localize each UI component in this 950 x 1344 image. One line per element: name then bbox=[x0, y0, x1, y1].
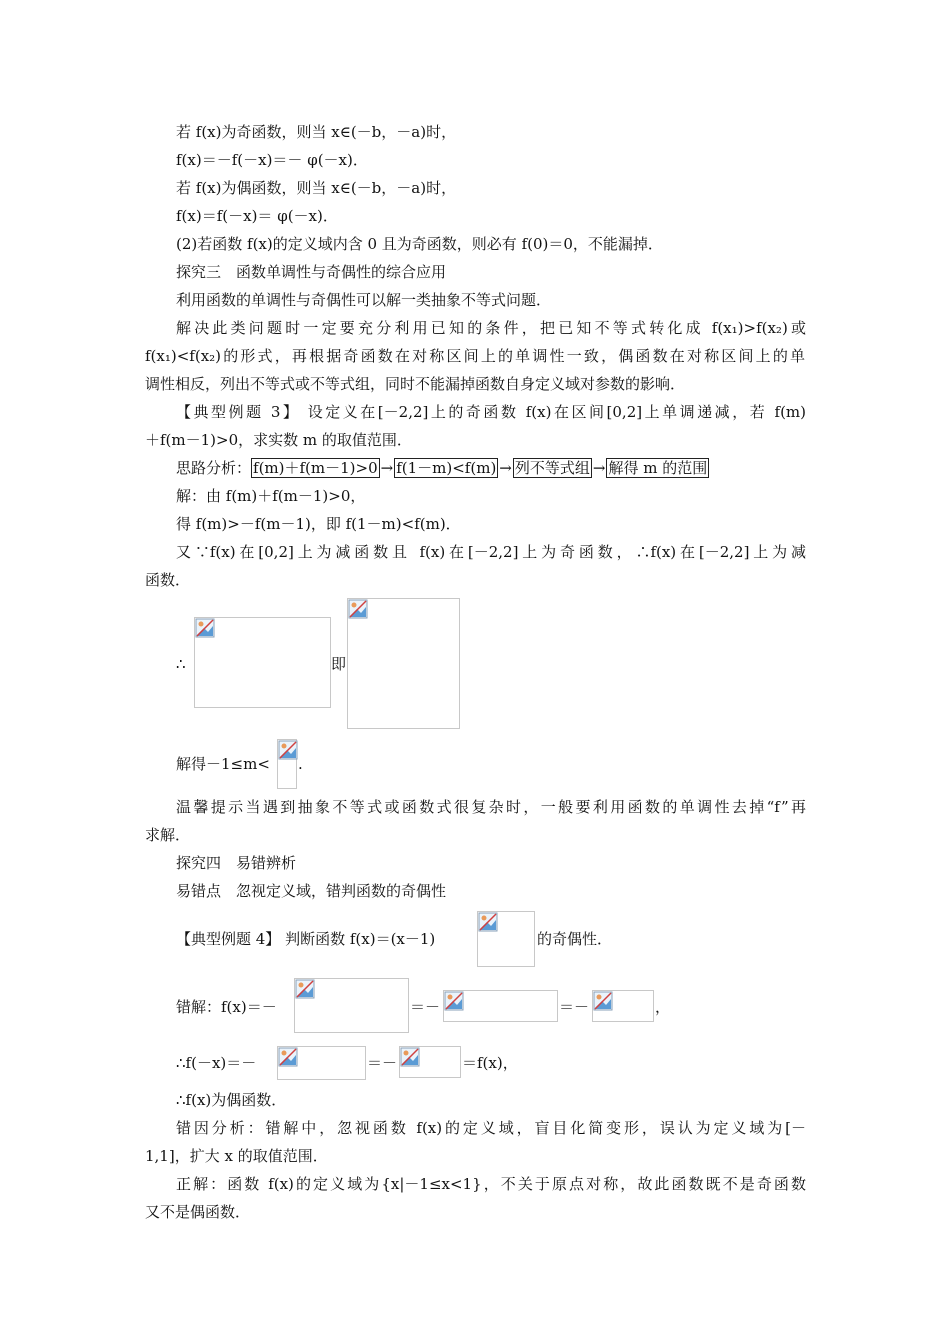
text-line: f(x)＝f(－x)＝ φ(－x)． bbox=[176, 207, 338, 225]
arrow-icon: → bbox=[380, 459, 394, 477]
example-4-suffix: 的奇偶性． bbox=[537, 930, 613, 948]
equals-text: ＝f(x)， bbox=[462, 1054, 518, 1072]
broken-image-icon bbox=[478, 912, 498, 932]
section-heading: 探究三 函数单调性与奇偶性的综合应用 bbox=[176, 263, 447, 281]
text-line: f(x₁)<f(x₂)的形式，再根据奇函数在对称区间上的单调性一致，偶函数在对称区间上的单 bbox=[145, 347, 805, 365]
flow-step-3: 列不等式组 bbox=[514, 459, 590, 477]
sqrt-expression-image bbox=[477, 911, 535, 967]
analysis-flow bbox=[176, 458, 709, 478]
expression-image bbox=[592, 990, 654, 1022]
text-line: 又∵f(x)在[0,2]上为减函数且 f(x)在[－2,2]上为奇函数，∴f(x)在[－2,2]上为减 bbox=[176, 543, 807, 561]
fraction-image bbox=[277, 739, 297, 789]
flow-step-2: f(1－m)<f(m) bbox=[396, 459, 497, 477]
example-3-line: 【典型例题 3】 设定义在[－2,2]上的奇函数 f(x)在区间[0,2]上单调递减，若 f(m) bbox=[176, 403, 806, 421]
broken-image-icon bbox=[348, 599, 368, 619]
inequality-system-image bbox=[194, 617, 331, 708]
arrow-icon: → bbox=[499, 459, 512, 477]
text-line: 易错点 忽视定义域，错判函数的奇偶性 bbox=[176, 882, 447, 900]
wrong-solution-text: 错解：f(x)＝－ bbox=[176, 998, 277, 1016]
broken-image-icon bbox=[278, 1047, 298, 1067]
tip-line: 温馨提示当遇到抽象不等式或函数式很复杂时，一般要利用函数的单调性去掉“f”再 bbox=[176, 798, 806, 816]
solve-result-text: 解得－1≤m< bbox=[176, 755, 270, 773]
text-line: ∴f(x)为偶函数． bbox=[176, 1091, 287, 1109]
text-line: 利用函数的单调性与奇偶性可以解一类抽象不等式问题． bbox=[176, 291, 552, 309]
example-3-line: ＋f(m－1)>0，求实数 m 的取值范围． bbox=[145, 431, 412, 449]
flow-step-1: f(m)＋f(m－1)>0 bbox=[253, 459, 378, 477]
broken-image-icon bbox=[593, 991, 613, 1011]
error-analysis-line: 1,1]，扩大 x 的取值范围． bbox=[145, 1147, 328, 1165]
text-line: 若 f(x)为偶函数，则当 x∈(－b，－a)时， bbox=[176, 179, 457, 197]
inequality-system-image bbox=[347, 598, 460, 729]
expression-image bbox=[443, 990, 558, 1022]
text-line: 解决此类问题时一定要充分利用已知的条件，把已知不等式转化成 f(x₁)>f(x₂)或 bbox=[176, 319, 806, 337]
ie-label: 即 bbox=[331, 655, 347, 673]
broken-image-icon bbox=[400, 1047, 420, 1067]
correct-solution-line: 正解：函数 f(x)的定义域为{x|－1≤x<1}，不关于原点对称，故此函数既不是奇函数 bbox=[176, 1175, 806, 1193]
broken-image-icon bbox=[195, 618, 215, 638]
section-heading: 探究四 易错辨析 bbox=[176, 854, 297, 872]
text-line: 若 f(x)为奇函数，则当 x∈(－b，－a)时， bbox=[176, 123, 457, 141]
period: . bbox=[298, 755, 303, 773]
example-4-prefix: 【典型例题 4】 判断函数 f(x)＝(x－1) bbox=[176, 930, 436, 948]
text-line: 调性相反，列出不等式或不等式组，同时不能漏掉函数自身定义域对参数的影响． bbox=[145, 375, 686, 393]
equals-text: ＝－ bbox=[410, 998, 441, 1016]
text-line: 解：由 f(m)＋f(m－1)>0， bbox=[176, 487, 366, 505]
comma: ， bbox=[655, 998, 671, 1016]
expression-image bbox=[277, 1046, 366, 1080]
text-line: (2)若函数 f(x)的定义域内含 0 且为奇函数，则必有 f(0)＝0，不能漏掉． bbox=[176, 235, 663, 253]
expression-image bbox=[294, 978, 409, 1033]
broken-image-icon bbox=[278, 740, 298, 760]
tip-line: 求解． bbox=[145, 826, 191, 844]
equals-text: ＝－ bbox=[559, 998, 590, 1016]
text-line: f(x)＝－f(－x)＝－ φ(－x)． bbox=[176, 151, 368, 169]
therefore-symbol: ∴ bbox=[176, 655, 186, 673]
flow-label: 思路分析： bbox=[176, 459, 252, 477]
flow-step-4: 解得 m 的范围 bbox=[608, 459, 708, 477]
broken-image-icon bbox=[295, 979, 315, 999]
broken-image-icon bbox=[444, 991, 464, 1011]
arrow-icon: → bbox=[592, 459, 606, 477]
expression-image bbox=[399, 1046, 461, 1078]
error-analysis-line: 错因分析：错解中，忽视函数 f(x)的定义域，盲目化简变形，误认为定义域为[－ bbox=[176, 1119, 806, 1137]
text-line: 函数． bbox=[145, 571, 191, 589]
correct-solution-line: 又不是偶函数． bbox=[145, 1203, 251, 1221]
wrong-solution-text: ∴f(－x)＝－ bbox=[176, 1054, 257, 1072]
equals-text: ＝－ bbox=[367, 1054, 398, 1072]
text-line: 得 f(m)>－f(m－1)，即 f(1－m)<f(m)． bbox=[176, 515, 461, 533]
